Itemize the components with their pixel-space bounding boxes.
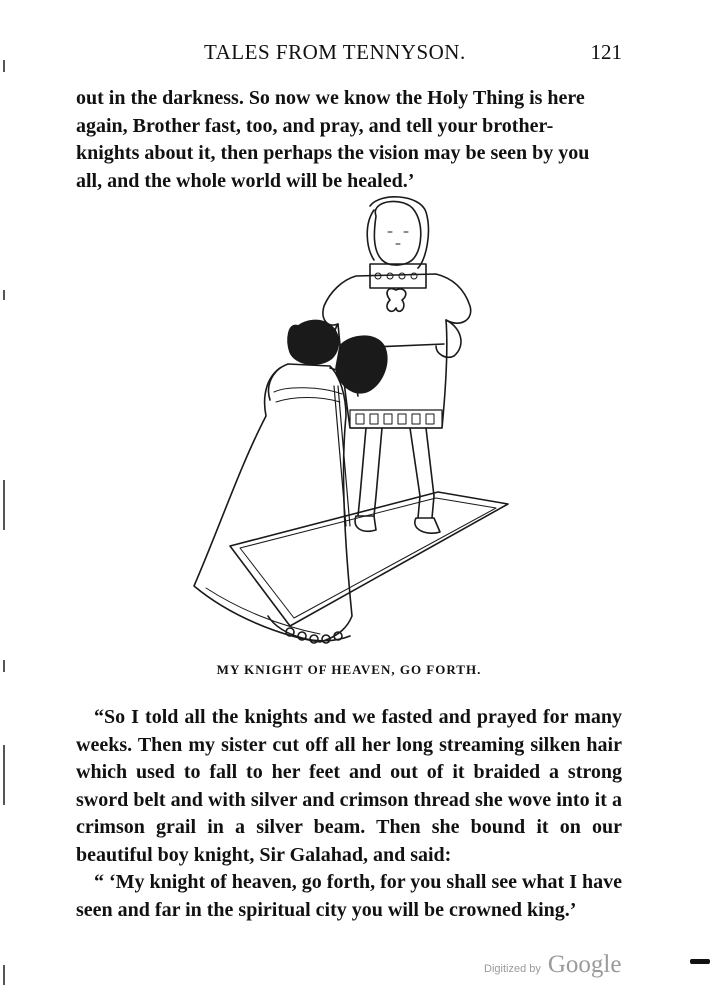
scan-margin-mark [3,745,5,805]
quoted-speech: “ ‘My knight of heaven, go forth, for you shall see what I have seen and far in the spiritual city you will be crowned king.’ [76,871,622,921]
paragraph-top [76,85,622,195]
page-number: 121 [590,40,622,64]
scan-edge-mark [690,959,710,964]
paragraph-body: “So I told all the knights and we fasted and prayed for many weeks. Then my sister cut off all her long streaming silken hair which used to fall to her feet and out of it braided a strong sword belt and with silver and crimson thread she wove into it a crimson grail in a silver beam. Then she bound it on our beautiful boy knight, Sir Galahad, and said: [76,706,622,866]
scan-margin-mark [3,480,5,530]
paragraph-bottom [76,704,622,924]
knight-and-sister-illustration [170,196,530,654]
scan-margin-mark [3,965,5,985]
gown-hem [268,616,350,641]
text-line: all, and the whole world will be healed.’ [76,169,415,192]
knight-left-leg [358,428,382,516]
knight-right-foot [415,518,440,533]
tunic-border-pattern [356,414,434,424]
woman-hair [288,320,338,364]
running-title: TALES FROM TENNYSON. [204,40,466,64]
knight-right-arm [436,320,461,357]
knight-head [374,201,420,265]
tunic-emblem [387,289,406,312]
watermark-brand: Google [547,951,622,978]
gown-shape [194,364,352,642]
text-line: again, Brother fast, too, and pray, and tell your brother- [76,114,554,137]
scan-margin-mark [3,290,5,300]
illustration-caption: MY KNIGHT OF HEAVEN, GO FORTH. [216,662,482,677]
text-line: knights about it, then perhaps the vision may be seen by you [76,142,590,164]
carpet-shape [230,492,508,626]
running-head [76,40,622,68]
digitization-watermark [484,951,621,981]
watermark-prefix: Digitized by [484,963,541,975]
scan-margin-mark [3,60,5,72]
scan-margin-mark [3,660,5,672]
knight-right-leg [410,428,434,518]
text-line: out in the darkness. So now we know the Holy Thing is here [76,87,585,109]
